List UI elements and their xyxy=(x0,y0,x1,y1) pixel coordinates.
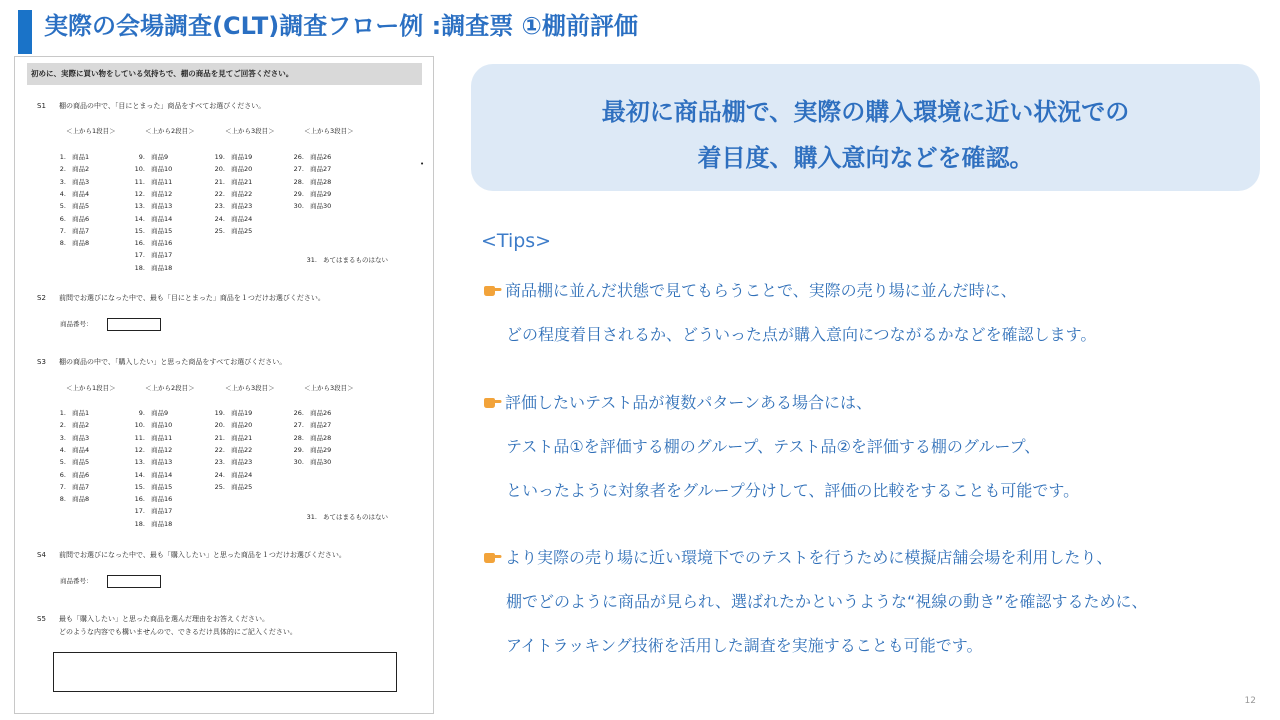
option-number: 2. xyxy=(59,421,66,430)
option-label: 商品22 xyxy=(231,189,253,198)
question-s2 xyxy=(37,293,325,303)
pointing-hand-icon xyxy=(482,282,502,298)
option-label: 商品29 xyxy=(310,189,332,198)
option-label: 商品17 xyxy=(151,507,173,516)
option-number: 20. xyxy=(214,165,225,174)
option-number: 1. xyxy=(59,153,66,161)
option-number: 13. xyxy=(134,202,145,211)
option-label: 商品17 xyxy=(151,251,173,260)
product-option[interactable] xyxy=(48,226,89,235)
callout-line-2: 着目度、購入意向などを確認。 xyxy=(697,144,1034,172)
product-option[interactable] xyxy=(286,201,331,210)
option-label: 商品4 xyxy=(72,189,90,198)
product-option[interactable] xyxy=(48,152,89,161)
option-number: 4. xyxy=(59,445,66,454)
product-option[interactable] xyxy=(207,177,252,186)
option-label: 商品11 xyxy=(151,177,173,186)
option-number: 30. xyxy=(293,202,304,211)
product-option[interactable] xyxy=(48,494,89,503)
option-number: 27. xyxy=(293,421,304,430)
question-text: 前問でお選びになった中で、最も「購入したい」と思った商品を１つだけお選びください。 xyxy=(59,551,346,559)
product-option[interactable] xyxy=(286,408,331,417)
tip-text: 商品棚に並んだ状態で見てもらうことで、実際の売り場に並んだ時に、 xyxy=(505,281,1017,300)
product-number-field[interactable] xyxy=(107,575,161,588)
tip-1-line-1 xyxy=(482,278,1017,301)
option-number: 10. xyxy=(134,421,145,430)
option-number: 20. xyxy=(214,421,225,430)
product-option[interactable] xyxy=(207,164,252,173)
product-option[interactable] xyxy=(127,408,168,417)
product-option[interactable] xyxy=(127,226,172,235)
option-number: 21. xyxy=(214,433,225,442)
product-option[interactable] xyxy=(48,433,89,442)
product-option[interactable] xyxy=(48,214,89,223)
option-label: 商品26 xyxy=(310,153,332,161)
option-label: 商品8 xyxy=(72,239,90,248)
product-option[interactable] xyxy=(286,420,331,429)
product-option[interactable] xyxy=(48,482,89,491)
product-option[interactable] xyxy=(207,433,252,442)
option-label: 商品2 xyxy=(72,421,90,430)
option-number: 25. xyxy=(214,226,225,235)
page-number: 12 xyxy=(1244,696,1256,706)
product-option[interactable] xyxy=(207,214,252,223)
question-number: S1 xyxy=(37,102,46,110)
option-number: 29. xyxy=(293,189,304,198)
option-label: 商品5 xyxy=(72,202,90,211)
option-number: 2. xyxy=(59,165,66,174)
option-number: 10. xyxy=(134,165,145,174)
option-number: 23. xyxy=(214,458,225,467)
option-number: 14. xyxy=(134,470,145,479)
tip-1-line-2: どの程度着目されるか、どういった点が購入意向につながるかなどを確認します。 xyxy=(506,325,1097,344)
option-number: 19. xyxy=(214,153,225,161)
product-option[interactable] xyxy=(207,457,252,466)
option-label: あてはまるものはない xyxy=(323,513,388,521)
option-label: 商品24 xyxy=(231,470,253,479)
option-label: 商品1 xyxy=(72,153,90,161)
option-label: 商品20 xyxy=(231,421,253,430)
option-number: 13. xyxy=(134,458,145,467)
product-option[interactable] xyxy=(127,201,172,210)
product-option[interactable] xyxy=(127,445,172,454)
option-number: 6. xyxy=(59,470,66,479)
option-label: 商品4 xyxy=(72,445,90,454)
option-number: 11. xyxy=(134,177,145,186)
option-number: 8. xyxy=(59,239,66,248)
product-option[interactable] xyxy=(207,470,252,479)
tips-label: <Tips> xyxy=(481,230,552,252)
question-text: 前問でお選びになった中で、最も「目にとまった」商品を１つだけお選びください。 xyxy=(59,294,325,302)
option-number: 18. xyxy=(134,519,145,528)
option-number: 9. xyxy=(138,153,145,161)
product-option[interactable] xyxy=(127,214,172,223)
product-number-label: 商品番号： xyxy=(60,320,93,328)
product-option[interactable] xyxy=(48,408,89,417)
option-label: 商品9 xyxy=(151,153,169,161)
product-option[interactable] xyxy=(127,433,172,442)
option-number: 8. xyxy=(59,495,66,504)
product-option[interactable] xyxy=(207,189,252,198)
option-label: 商品22 xyxy=(231,445,253,454)
tip-2-line-3: といったように対象者をグループ分けして、評価の比較をすることも可能です。 xyxy=(506,481,1080,500)
product-option[interactable] xyxy=(48,238,89,247)
option-label: 商品30 xyxy=(310,202,332,211)
option-number: 26. xyxy=(293,153,304,161)
option-number: 25. xyxy=(214,482,225,491)
product-option[interactable] xyxy=(286,164,331,173)
option-number: 5. xyxy=(59,458,66,467)
product-option[interactable] xyxy=(286,152,331,161)
tip-3-line-3: アイトラッキング技術を活用した調査を実施することも可能です。 xyxy=(506,636,983,655)
product-number-field[interactable] xyxy=(107,318,161,331)
pointing-hand-icon xyxy=(482,394,502,410)
option-label: 商品13 xyxy=(151,458,173,467)
option-label: 商品6 xyxy=(72,470,90,479)
option-number: 28. xyxy=(293,177,304,186)
option-number: 11. xyxy=(134,433,145,442)
option-number: 6. xyxy=(59,214,66,223)
question-number: S4 xyxy=(37,551,46,559)
option-number: 18. xyxy=(134,263,145,272)
option-label: 商品21 xyxy=(231,177,253,186)
option-number: 26. xyxy=(293,409,304,417)
question-text: 棚の商品の中で、「目にとまった」商品をすべてお選びください。 xyxy=(59,102,266,110)
product-option[interactable] xyxy=(127,506,172,515)
option-label: 商品21 xyxy=(231,433,253,442)
option-number: 16. xyxy=(134,239,145,248)
option-number: 5. xyxy=(59,202,66,211)
column-header: ＜上から3段目＞ xyxy=(225,127,275,135)
product-option[interactable] xyxy=(48,189,89,198)
product-option[interactable] xyxy=(48,164,89,173)
product-option[interactable] xyxy=(48,457,89,466)
product-option[interactable] xyxy=(127,470,172,479)
option-number: 24. xyxy=(214,214,225,223)
product-option[interactable] xyxy=(286,177,331,186)
column-header: ＜上から3段目＞ xyxy=(304,127,354,135)
option-number: 17. xyxy=(134,251,145,260)
question-s4 xyxy=(37,550,346,560)
column-header: ＜上から2段目＞ xyxy=(145,384,195,392)
column-header: ＜上から1段目＞ xyxy=(66,127,116,135)
option-number: 31. xyxy=(306,513,317,521)
option-label: 商品13 xyxy=(151,202,173,211)
product-option[interactable] xyxy=(127,189,172,198)
product-option[interactable] xyxy=(207,201,252,210)
option-number: 15. xyxy=(134,226,145,235)
option-label: 商品3 xyxy=(72,177,90,186)
question-text: 最も「購入したい」と思った商品を選んだ理由をお答えください。 xyxy=(59,615,269,623)
product-option[interactable] xyxy=(207,482,252,491)
option-number: 15. xyxy=(134,482,145,491)
product-option[interactable] xyxy=(48,445,89,454)
option-label: 商品28 xyxy=(310,177,332,186)
product-option[interactable] xyxy=(127,482,172,491)
column-header: ＜上から2段目＞ xyxy=(145,127,195,135)
option-number: 22. xyxy=(214,189,225,198)
callout-line-1: 最初に商品棚で、実際の購入環境に近い状況での xyxy=(601,98,1130,126)
question-number: S2 xyxy=(37,294,46,302)
option-number: 9. xyxy=(138,409,145,417)
option-label: 商品23 xyxy=(231,458,253,467)
option-number: 30. xyxy=(293,458,304,467)
product-option[interactable] xyxy=(127,494,172,503)
option-label: 商品3 xyxy=(72,433,90,442)
question-s1 xyxy=(37,101,265,111)
option-label: 商品28 xyxy=(310,433,332,442)
option-number: 24. xyxy=(214,470,225,479)
tip-3-line-1 xyxy=(482,545,1112,568)
option-number: 3. xyxy=(59,177,66,186)
option-label: 商品1 xyxy=(72,409,90,417)
product-option[interactable] xyxy=(286,457,331,466)
option-number: 19. xyxy=(214,409,225,417)
sheet-intro: 初めに、実際に買い物をしている気持ちで、棚の商品を見てご回答ください。 xyxy=(27,63,422,85)
option-label: 商品16 xyxy=(151,239,173,248)
question-text: 棚の商品の中で、「購入したい」と思った商品をすべてお選びください。 xyxy=(59,358,287,366)
option-label: 商品10 xyxy=(151,165,173,174)
option-label: 商品27 xyxy=(310,165,332,174)
question-number: S5 xyxy=(37,615,46,623)
option-number: 28. xyxy=(293,433,304,442)
option-number: 17. xyxy=(134,507,145,516)
option-label: 商品9 xyxy=(151,409,169,417)
product-option[interactable] xyxy=(286,445,331,454)
option-label: 商品15 xyxy=(151,226,173,235)
option-label: 商品19 xyxy=(231,409,253,417)
option-label: 商品18 xyxy=(151,519,173,528)
product-option[interactable] xyxy=(48,420,89,429)
product-option[interactable] xyxy=(207,445,252,454)
option-label: 商品12 xyxy=(151,189,173,198)
option-label: 商品27 xyxy=(310,421,332,430)
none-option[interactable] xyxy=(299,512,388,521)
option-label: 商品19 xyxy=(231,153,253,161)
option-number: 1. xyxy=(59,409,66,417)
product-option[interactable] xyxy=(207,152,252,161)
tip-2-line-1 xyxy=(482,390,872,413)
option-label: 商品6 xyxy=(72,214,90,223)
tip-3-line-2: 棚でどのように商品が見られ、選ばれたかというような“視線の動き”を確認するために、 xyxy=(506,592,1148,611)
tip-text: より実際の売り場に近い環境下でのテストを行うために模擬店舗会場を利用したり、 xyxy=(505,548,1113,567)
product-option[interactable] xyxy=(48,201,89,210)
title-accent-bar xyxy=(18,10,32,54)
question-number: S3 xyxy=(37,358,46,366)
pointing-hand-icon xyxy=(482,549,502,565)
product-option[interactable] xyxy=(286,189,331,198)
option-number: 14. xyxy=(134,214,145,223)
option-label: 商品11 xyxy=(151,433,173,442)
question-s3 xyxy=(37,357,286,367)
page-title: 実際の会場調査(CLT)調査フロー例 :調査票 ①棚前評価 xyxy=(44,12,638,40)
option-label: 商品30 xyxy=(310,458,332,467)
product-option[interactable] xyxy=(48,177,89,186)
product-option[interactable] xyxy=(127,177,172,186)
option-label: 商品18 xyxy=(151,263,173,272)
product-number-label: 商品番号： xyxy=(60,577,93,585)
option-number: 31. xyxy=(306,256,317,264)
questionnaire-sheet xyxy=(14,56,434,714)
option-label: 商品7 xyxy=(72,482,90,491)
option-label: 商品20 xyxy=(231,165,253,174)
tip-2-line-2: テスト品①を評価する棚のグループ、テスト品②を評価する棚のグループ、 xyxy=(506,437,1041,456)
question-s5-line2: どのような内容でも構いませんので、できるだけ具体的にご記入ください。 xyxy=(59,628,297,636)
option-label: 商品16 xyxy=(151,495,173,504)
question-s5 xyxy=(37,614,269,624)
column-header: ＜上から3段目＞ xyxy=(225,384,275,392)
option-label: 商品2 xyxy=(72,165,90,174)
product-option[interactable] xyxy=(127,164,172,173)
option-number: 29. xyxy=(293,445,304,454)
product-option[interactable] xyxy=(207,408,252,417)
option-label: 商品10 xyxy=(151,421,173,430)
option-number: 12. xyxy=(134,445,145,454)
option-label: 商品8 xyxy=(72,495,90,504)
product-option[interactable] xyxy=(127,420,172,429)
option-label: あてはまるものはない xyxy=(323,256,388,264)
option-label: 商品14 xyxy=(151,214,173,223)
option-label: 商品14 xyxy=(151,470,173,479)
stray-dot: • xyxy=(420,160,425,168)
option-number: 23. xyxy=(214,202,225,211)
summary-callout xyxy=(471,64,1260,191)
option-label: 商品5 xyxy=(72,458,90,467)
option-number: 22. xyxy=(214,445,225,454)
product-option[interactable] xyxy=(207,226,252,235)
product-option[interactable] xyxy=(127,238,172,247)
option-label: 商品23 xyxy=(231,202,253,211)
product-option[interactable] xyxy=(127,519,172,528)
product-option[interactable] xyxy=(127,152,168,161)
column-header: ＜上から3段目＞ xyxy=(304,384,354,392)
product-option[interactable] xyxy=(127,263,172,272)
option-label: 商品29 xyxy=(310,445,332,454)
product-option[interactable] xyxy=(127,250,172,259)
option-number: 12. xyxy=(134,189,145,198)
option-label: 商品26 xyxy=(310,409,332,417)
option-number: 3. xyxy=(59,433,66,442)
option-number: 21. xyxy=(214,177,225,186)
option-label: 商品25 xyxy=(231,482,253,491)
option-number: 7. xyxy=(59,226,66,235)
option-label: 商品7 xyxy=(72,226,90,235)
option-label: 商品12 xyxy=(151,445,173,454)
product-option[interactable] xyxy=(207,420,252,429)
free-answer-field[interactable] xyxy=(53,652,397,692)
product-option[interactable] xyxy=(127,457,172,466)
tip-text: 評価したいテスト品が複数パターンある場合には、 xyxy=(505,393,873,412)
column-header: ＜上から1段目＞ xyxy=(66,384,116,392)
option-number: 16. xyxy=(134,495,145,504)
option-number: 7. xyxy=(59,482,66,491)
product-option[interactable] xyxy=(48,470,89,479)
option-label: 商品24 xyxy=(231,214,253,223)
product-option[interactable] xyxy=(286,433,331,442)
none-option[interactable] xyxy=(299,255,388,264)
option-number: 27. xyxy=(293,165,304,174)
option-label: 商品15 xyxy=(151,482,173,491)
option-label: 商品25 xyxy=(231,226,253,235)
option-number: 4. xyxy=(59,189,66,198)
